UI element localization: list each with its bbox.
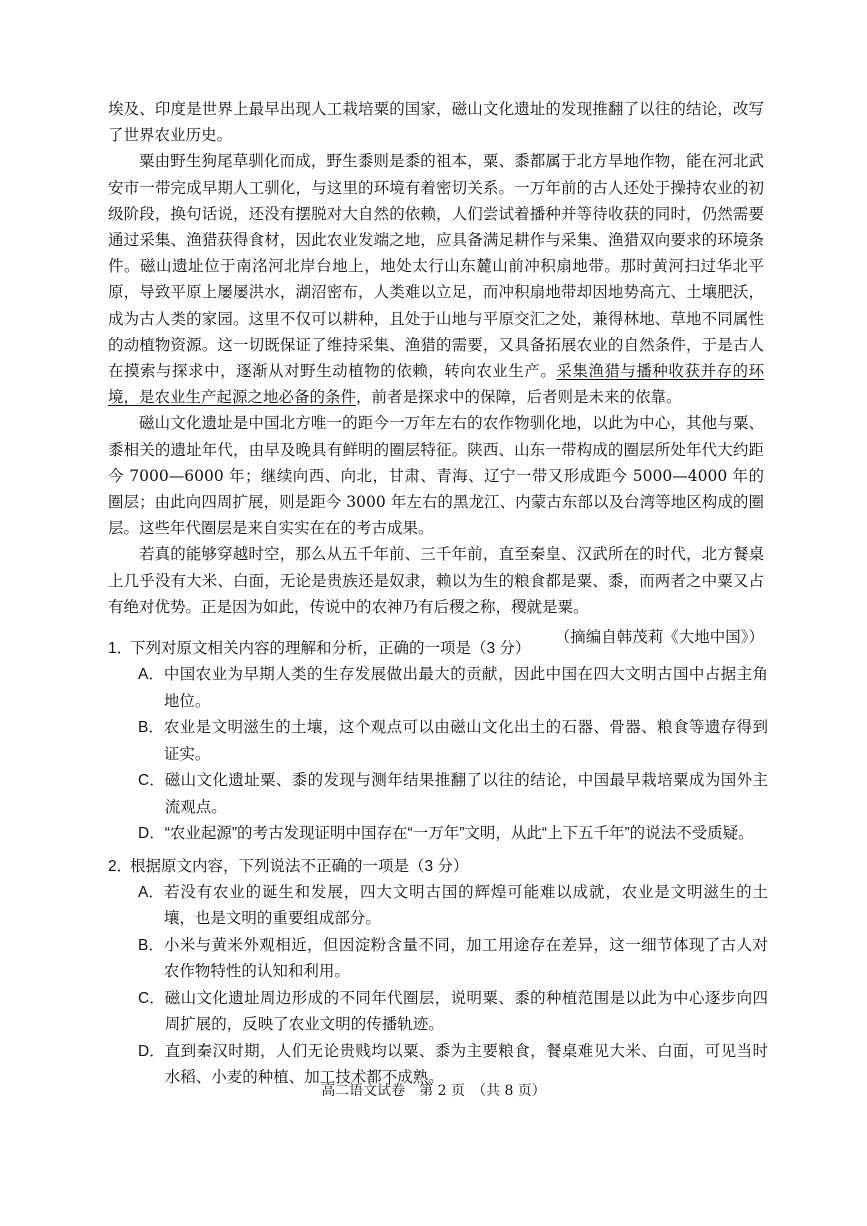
option-letter: D．	[138, 1042, 165, 1060]
option-letter: C．	[138, 772, 165, 789]
question-2	[108, 854, 768, 1092]
passage-paragraph-1-text: 粟由野生狗尾草驯化而成，野生黍则是黍的祖本，粟、黍都属于北方旱地作物，能在河北武安市一带完成早期人工驯化，与这里的环境有着密切关系。一万年前的古人还处于操持农业的初级阶段，换句话说，还没有摆脱对大自然的依赖，人们尝试着播种并等待收获的同时，仍然需要通过采集、渔猎获得食材，因此农业发端之地，应具备满足耕作与采集、渔猎双向要求的环境条件。磁山遗址位于南洺河北岸台地上，地处太行山东麓山前冲积扇地带。那时黄河扫过华北平原，导致平原上屡屡洪水，湖沼密布，人类难以立足，而冲积扇地带却因地势高亢、土壤肥沃，成为古人类的家园。这里不仅可以耕种，且处于山地与平原交汇之处，兼得林地、草地不同属性的动植物资源。这一切既保证了维持采集、渔猎的需要，又具备拓展农业的自然条件，于是古人在摸索与探求中，逐渐从对野生动植物的依赖，转向农业生产。	[108, 152, 764, 381]
question-text: 下列对原文相关内容的理解和分析，正确的一项是（3 分）	[130, 640, 531, 657]
option-text: “农业起源”的考古发现证明中国存在“一万年”文明，从此“上下五千年”的说法不受质疑。	[164, 825, 754, 842]
option-text: 小米与黄米外观相近，但因淀粉含量不同，加工用途存在差异，这一细节体现了古人对农作物特性的认知和利用。	[163, 936, 768, 980]
passage-paragraph-1	[108, 148, 764, 410]
question-number: 2．	[108, 857, 133, 875]
option-b	[138, 933, 768, 986]
passage-paragraph-3: 若真的能够穿越时空，那么从五千年前、三千年前，直至秦皇、汉武所在的时代，北方餐桌上几乎没有大米、白面，无论是贵族还是奴隶，赖以为生的粮食都是粟、黍，而两者之中粟又占有绝对优势。正是因为如此，传说中的农神乃有后稷之称，稷就是粟。	[108, 545, 764, 616]
question-stem	[108, 854, 768, 880]
question-text: 根据原文内容，下列说法不正确的一项是（3 分）	[130, 857, 469, 875]
underlined-sentence: 采集渔猎与播种收获并存的环境，是农业生产起源之地必备的条件	[108, 362, 764, 407]
option-letter: A．	[138, 666, 164, 683]
option-a	[138, 880, 768, 933]
reading-passage	[108, 96, 764, 650]
option-text: 若没有农业的诞生和发展，四大文明古国的辉煌可能难以成就，农业是文明滋生的土壤，也是文明的重要组成部分。	[163, 883, 768, 927]
passage-paragraph-1-tail: ，前者是探求中的保障，后者则是未来的依靠。	[356, 388, 682, 407]
question-list	[108, 636, 768, 1098]
passage-source: （摘编自韩茂莉《大地中国》）	[554, 628, 764, 647]
question-1	[108, 636, 768, 848]
option-text: 磁山文化遗址粟、黍的发现与测年结果推翻了以往的结论，中国最早栽培粟成为国外主流观点。	[164, 772, 768, 816]
option-c	[138, 986, 768, 1039]
option-d	[138, 821, 768, 848]
option-text: 磁山文化遗址周边形成的不同年代圈层，说明粟、黍的种植范围是以此为中心逐步向四周扩展的，反映了农业文明的传播轨迹。	[164, 989, 768, 1033]
option-text: 农业是文明滋生的土壤，这个观点可以由磁山文化出土的石器、骨器、粮食等遗存得到证实。	[163, 719, 768, 763]
page-footer: 高二语文试卷 第 2 页 （共 8 页）	[321, 1083, 546, 1099]
option-letter: C．	[138, 989, 165, 1007]
option-letter: A．	[138, 883, 164, 901]
option-letter: B．	[138, 936, 164, 954]
option-letter: D．	[138, 825, 165, 842]
option-letter: B．	[138, 719, 164, 736]
passage-paragraph-2: 磁山文化遗址是中国北方唯一的距今一万年左右的农作物驯化地，以此为中心，其他与粟、黍相关的遗址年代，由早及晚具有鲜明的圈层特征。陕西、山东一带构成的圈层所处年代大约距今 7000—6000 年；继续向西、向北，甘肃、青海、辽宁一带又形成距今 5000—4000 年的圈层；由此向四周扩展，则是距今 3000 年左右的黑龙江、内蒙古东部以及台湾等地区构成的圈层。这些年代圈层是来自实实在在的考古成果。	[108, 414, 764, 538]
option-text: 直到秦汉时期，人们无论贵贱均以粟、黍为主要粮食，餐桌难见大米、白面，可见当时水稻、小麦的种植、加工技术都不成熟。	[164, 1042, 768, 1086]
option-b	[138, 715, 768, 768]
passage-paragraph-0: 埃及、印度是世界上最早出现人工栽培粟的国家，磁山文化遗址的发现推翻了以往的结论，改写了世界农业历史。	[108, 100, 764, 145]
question-number: 1．	[108, 640, 133, 657]
question-stem	[108, 636, 768, 662]
option-a	[138, 662, 768, 715]
option-text: 中国农业为早期人类的生存发展做出最大的贡献，因此中国在四大文明古国中占据主角地位。	[163, 666, 768, 710]
option-c	[138, 768, 768, 821]
